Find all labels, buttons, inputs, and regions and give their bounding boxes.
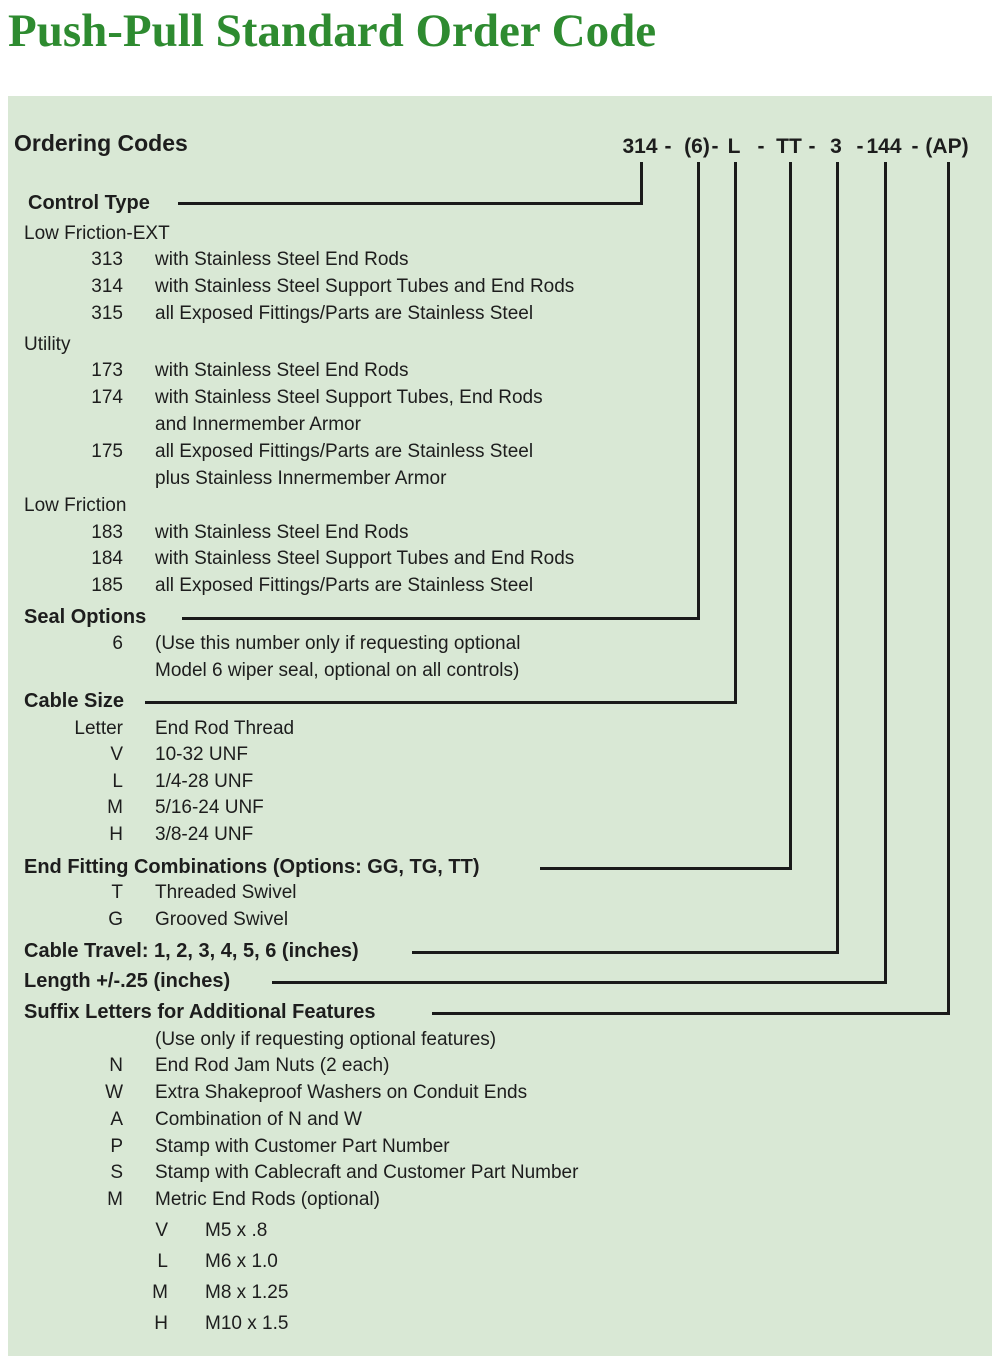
order-desc: and Innermember Armor bbox=[155, 414, 361, 435]
order-code: 173 bbox=[91, 360, 123, 381]
column-header-thread: End Rod Thread bbox=[155, 718, 295, 739]
order-code: P bbox=[110, 1136, 123, 1157]
order-code: N bbox=[109, 1055, 123, 1076]
order-desc: Metric End Rods (optional) bbox=[155, 1189, 380, 1210]
group-label: Low Friction bbox=[24, 495, 127, 516]
order-code-segment-suffix: (AP) bbox=[925, 135, 969, 158]
order-desc: all Exposed Fittings/Parts are Stainless Steel bbox=[155, 303, 534, 324]
order-code: 315 bbox=[91, 303, 123, 324]
order-desc: with Stainless Steel Support Tubes, End Rods bbox=[155, 387, 543, 408]
order-code: L bbox=[112, 771, 123, 792]
section-cable-size: Cable Size bbox=[24, 690, 125, 712]
connector-suffix-vline bbox=[947, 162, 950, 1015]
order-desc: M8 x 1.25 bbox=[205, 1282, 289, 1303]
order-desc: with Stainless Steel Support Tubes and End Rods bbox=[155, 276, 575, 297]
ordering-codes-heading: Ordering Codes bbox=[14, 130, 188, 156]
order-desc: Combination of N and W bbox=[155, 1109, 362, 1130]
order-desc: 1/4-28 UNF bbox=[155, 771, 254, 792]
order-desc: M6 x 1.0 bbox=[205, 1251, 278, 1272]
order-code: V bbox=[110, 744, 123, 765]
page-title: Push-Pull Standard Order Code bbox=[8, 5, 657, 57]
order-desc: Stamp with Cablecraft and Customer Part Number bbox=[155, 1162, 579, 1183]
order-code: 174 bbox=[91, 387, 123, 408]
connector-suffix-hline bbox=[432, 1012, 950, 1015]
group-label: Utility bbox=[24, 334, 71, 355]
order-desc: Model 6 wiper seal, optional on all controls) bbox=[155, 660, 520, 681]
connector-end-fitting-hline bbox=[540, 867, 792, 870]
order-desc: (Use this number only if requesting optional bbox=[155, 633, 521, 654]
order-code-separator: - bbox=[664, 135, 672, 158]
order-code-segment-seal: (6) bbox=[684, 135, 710, 158]
connector-cable-travel-hline bbox=[412, 951, 839, 954]
connector-end-fitting-vline bbox=[789, 162, 792, 870]
section-length: Length +/-.25 (inches) bbox=[24, 970, 231, 992]
suffix-note: (Use only if requesting optional features) bbox=[155, 1029, 497, 1050]
column-header-letter: Letter bbox=[74, 718, 123, 739]
connector-seal-options-hline bbox=[182, 617, 700, 620]
order-code-segment-control: 314 bbox=[622, 135, 658, 158]
order-code: 175 bbox=[91, 441, 123, 462]
order-code: 184 bbox=[91, 548, 123, 569]
order-desc: all Exposed Fittings/Parts are Stainless Steel bbox=[155, 575, 534, 596]
order-code-segment-length: 144 bbox=[866, 135, 902, 158]
order-code: G bbox=[108, 909, 123, 930]
order-desc: with Stainless Steel End Rods bbox=[155, 522, 409, 543]
order-desc: Threaded Swivel bbox=[155, 882, 297, 903]
order-desc: End Rod Jam Nuts (2 each) bbox=[155, 1055, 390, 1076]
order-code: A bbox=[110, 1109, 123, 1130]
connector-control-type-vline bbox=[640, 162, 643, 205]
order-code-segment-end-fitting: TT bbox=[776, 135, 802, 158]
group-label: Low Friction-EXT bbox=[24, 223, 170, 244]
order-desc: Grooved Swivel bbox=[155, 909, 289, 930]
order-code-segment-cable-size: L bbox=[727, 135, 741, 158]
order-code: S bbox=[110, 1162, 123, 1183]
order-desc: plus Stainless Innermember Armor bbox=[155, 468, 447, 489]
order-code-separator: - bbox=[856, 135, 864, 158]
order-code: 6 bbox=[112, 633, 123, 654]
order-code: 183 bbox=[91, 522, 123, 543]
order-code: M bbox=[152, 1282, 168, 1303]
order-desc: M5 x .8 bbox=[205, 1220, 268, 1241]
order-code: M bbox=[107, 797, 123, 818]
order-code-segment-travel: 3 bbox=[830, 135, 842, 158]
connector-control-type-hline bbox=[178, 202, 643, 205]
order-desc: with Stainless Steel End Rods bbox=[155, 249, 409, 270]
connector-seal-options-vline bbox=[697, 162, 700, 620]
order-code: M bbox=[107, 1189, 123, 1210]
order-code-separator: - bbox=[711, 135, 719, 158]
order-code: W bbox=[105, 1082, 123, 1103]
connector-length-vline bbox=[884, 162, 887, 984]
order-code-separator: - bbox=[757, 135, 765, 158]
order-desc: with Stainless Steel Support Tubes and End Rods bbox=[155, 548, 575, 569]
connector-cable-travel-vline bbox=[836, 162, 839, 954]
order-code-separator: - bbox=[808, 135, 816, 158]
order-desc: M10 x 1.5 bbox=[205, 1313, 289, 1334]
order-code: V bbox=[155, 1220, 168, 1241]
section-seal-options: Seal Options bbox=[24, 606, 147, 628]
order-desc: Extra Shakeproof Washers on Conduit Ends bbox=[155, 1082, 528, 1103]
section-cable-travel: Cable Travel: 1, 2, 3, 4, 5, 6 (inches) bbox=[24, 940, 359, 962]
order-desc: with Stainless Steel End Rods bbox=[155, 360, 409, 381]
order-desc: 10-32 UNF bbox=[155, 744, 248, 765]
connector-length-hline bbox=[272, 981, 887, 984]
order-code: L bbox=[157, 1251, 168, 1272]
section-control-type: Control Type bbox=[28, 192, 150, 214]
connector-cable-size-vline bbox=[734, 162, 737, 704]
order-code-separator: - bbox=[911, 135, 919, 158]
connector-cable-size-hline bbox=[145, 701, 737, 704]
order-code: 314 bbox=[91, 276, 123, 297]
order-desc: Stamp with Customer Part Number bbox=[155, 1136, 450, 1157]
order-desc: all Exposed Fittings/Parts are Stainless Steel bbox=[155, 441, 534, 462]
order-code: T bbox=[111, 882, 123, 903]
order-code: H bbox=[109, 824, 123, 845]
order-desc: 3/8-24 UNF bbox=[155, 824, 254, 845]
order-code: H bbox=[154, 1313, 168, 1334]
order-desc: 5/16-24 UNF bbox=[155, 797, 264, 818]
order-code: 313 bbox=[91, 249, 123, 270]
order-code: 185 bbox=[91, 575, 123, 596]
section-end-fitting: End Fitting Combinations (Options: GG, TG, TT) bbox=[24, 856, 480, 878]
section-suffix-letters: Suffix Letters for Additional Features bbox=[24, 1001, 376, 1023]
